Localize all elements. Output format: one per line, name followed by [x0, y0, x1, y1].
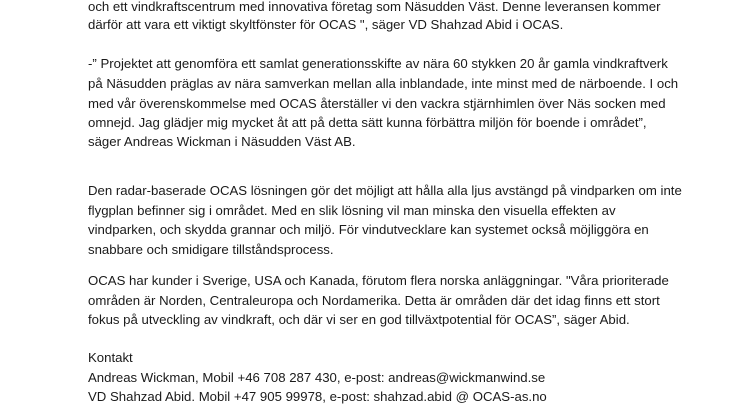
- contact-heading: Kontakt: [88, 350, 133, 365]
- contact-line: Andreas Wickman, Mobil +46 708 287 430, e-post: andreas@wickmanwind.se: [88, 370, 546, 385]
- text-line: områden är Norden, Centraleuropa och Nordamerika. Detta är områden där det idag finns ett stort: [88, 293, 660, 308]
- text-line: omnejd. Jag glädjer mig mycket åt att på detta sätt kunna förbättra miljön för boende i området”,: [88, 115, 647, 130]
- text-line: säger Andreas Wickman i Näsudden Väst AB.: [88, 134, 356, 149]
- text-line: flygplan befinner sig i området. Med en slik lösning vil man minska den visuella effekten av: [88, 203, 616, 218]
- text-line: därför att vara ett viktigt skyltfönster för OCAS ", säger VD Shahzad Abid i OCAS.: [88, 17, 564, 32]
- text-line: på Näsudden präglas av nära samverkan mellan alla inblandade, inte minst med de närboende. I och: [88, 76, 679, 91]
- contact-line: VD Shahzad Abid. Mobil +47 905 99978, e-post: shahzad.abid @ OCAS-as.no: [88, 389, 547, 404]
- text-line: med vår överenskommelse med OCAS återställer vi den vackra stjärnhimlen över Näs socken med: [88, 96, 666, 111]
- text-line: snabbare och smidigare tillståndsprocess.: [88, 242, 334, 257]
- text-line: OCAS har kunder i Sverige, USA och Kanada, förutom flera norska anläggningar. "Våra prioriterade: [88, 273, 669, 288]
- text-line: Den radar-baserade OCAS lösningen gör det möjligt att hålla alla ljus avstängd på vindparken om inte: [88, 183, 682, 198]
- text-line: -” Projektet att genomföra ett samlat generationsskifte av nära 60 stykken 20 år gamla vindkraftverk: [88, 56, 668, 71]
- text-line: vindparken, och skydda grannar och miljö. För vindutvecklare kan systemet också möjliggöra en: [88, 222, 649, 237]
- text-line: och ett vindkraftscentrum med innovativa företag som Näsudden Väst. Denne leveransen kommer: [88, 0, 661, 14]
- text-line: fokus på utveckling av vindkraft, och där vi ser en god tillväxtpotential för OCAS”, säger Abid.: [88, 312, 630, 327]
